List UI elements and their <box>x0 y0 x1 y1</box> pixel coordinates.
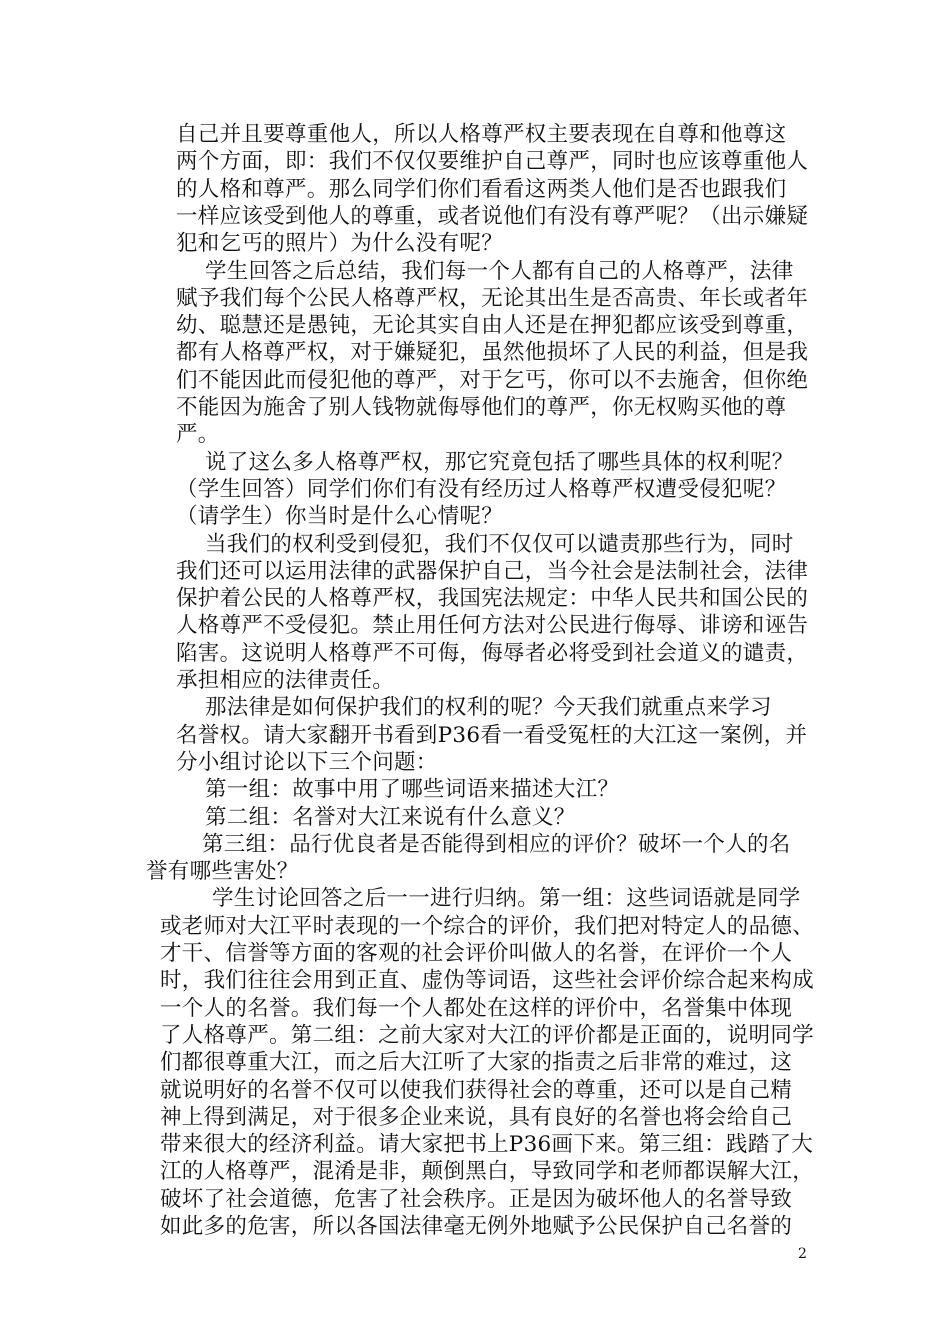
text-line: 如此多的危害，所以各国法律毫无例外地赋予公民保护自己名誉的 <box>160 1214 793 1239</box>
text-line: 们不能因此而侵犯他的尊严，对于乞丐，你可以不去施舍，但你绝 <box>176 368 809 393</box>
text-line: 江的人格尊严，混淆是非，颠倒黑白，导致同学和老师都误解大江， <box>160 1159 815 1184</box>
text-line: 不能因为施舍了别人钱物就侮辱他们的尊严，你无权购买他的尊 <box>176 395 787 420</box>
text-line: 第三组：品行优良者是否能得到相应的评价？破坏一个人的名 <box>202 832 791 857</box>
text-line: 第一组：故事中用了哪些词语来描述大江？ <box>205 777 620 802</box>
text-line: 一样应该受到他人的尊重，或者说他们有没有尊严呢？（出示嫌疑 <box>176 204 809 229</box>
text-line: 都有人格尊严权，对于嫌疑犯，虽然他损坏了人民的利益，但是我 <box>176 340 809 365</box>
page-number: 2 <box>798 1246 807 1262</box>
text-line: 带来很大的经济利益。请大家把书上P36画下来。第三组：践踏了大 <box>160 1132 814 1157</box>
text-line: 保护着公民的人格尊严权，我国宪法规定：中华人民共和国公民的 <box>176 586 809 611</box>
text-line: 了人格尊严。第二组：之前大家对大江的评价都是正面的，说明同学 <box>160 1023 815 1048</box>
text-line: 一个人的名誉。我们每一个人都处在这样的评价中，名誉集中体现 <box>160 996 793 1021</box>
text-line: 幼、聪慧还是愚钝，无论其实自由人还是在押犯都应该受到尊重， <box>176 313 809 338</box>
text-line: （学生回答）同学们你们有没有经历过人格尊严权遭受侵犯呢？ <box>176 477 787 502</box>
text-line: 时，我们往往会用到正直、虚伪等词语，这些社会评价综合起来构成 <box>160 968 815 993</box>
text-line: 我们还可以运用法律的武器保护自己，当今社会是法制社会，法律 <box>176 559 809 584</box>
text-line: 神上得到满足，对于很多企业来说，具有良好的名誉也将会给自己 <box>160 1105 793 1130</box>
text-line: 当我们的权利受到侵犯，我们不仅仅可以谴责那些行为，同时 <box>205 532 794 557</box>
text-line: 人格尊严不受侵犯。禁止用任何方法对公民进行侮辱、诽谤和诬告 <box>176 613 809 638</box>
text-line: 或老师对大江平时表现的一个综合的评价，我们把对特定人的品德、 <box>160 914 815 939</box>
text-line: 誉有哪些害处？ <box>146 859 299 884</box>
text-line: 名誉权。请大家翻开书看到P36看一看受冤枉的大江这一案例，并 <box>176 723 808 748</box>
text-line: 严。 <box>176 422 220 447</box>
text-line: 破坏了社会道德，危害了社会秩序。正是因为破坏他人的名誉导致 <box>160 1187 793 1212</box>
text-line: 赋予我们每个公民人格尊严权，无论其出生是否高贵、年长或者年 <box>176 286 809 311</box>
text-line: 才干、信誉等方面的客观的社会评价叫做人的名誉，在评价一个人 <box>160 941 793 966</box>
text-line: 就说明好的名誉不仅可以使我们获得社会的尊重，还可以是自己精 <box>160 1078 793 1103</box>
text-line: 犯和乞丐的照片）为什么没有呢？ <box>176 231 504 256</box>
text-line: 承担相应的法律责任。 <box>176 668 395 693</box>
text-line: 两个方面，即：我们不仅仅要维护自己尊严，同时也应该尊重他人 <box>176 149 809 174</box>
text-line: 分小组讨论以下三个问题： <box>176 750 438 775</box>
text-line: 学生回答之后总结，我们每一个人都有自己的人格尊严，法律 <box>205 259 794 284</box>
text-line: 自己并且要尊重他人，所以人格尊严权主要表现在自尊和他尊这 <box>176 122 787 147</box>
text-line: 的人格和尊严。那么同学们你们看看这两类人他们是否也跟我们 <box>176 177 787 202</box>
text-line: 学生讨论回答之后一一进行归纳。第一组：这些词语就是同学 <box>212 886 801 911</box>
text-line: 说了这么多人格尊严权，那它究竟包括了哪些具体的权利呢？ <box>205 450 794 475</box>
text-line: 们都很尊重大江，而之后大江听了大家的指责之后非常的难过，这 <box>160 1050 793 1075</box>
text-line: 第二组：名誉对大江来说有什么意义？ <box>205 805 576 830</box>
text-line: 陷害。这说明人格尊严不可侮，侮辱者必将受到社会道义的谴责， <box>176 641 809 666</box>
text-line: （请学生）你当时是什么心情呢？ <box>176 504 504 529</box>
text-line: 那法律是如何保护我们的权利的呢？今天我们就重点来学习 <box>205 695 772 720</box>
